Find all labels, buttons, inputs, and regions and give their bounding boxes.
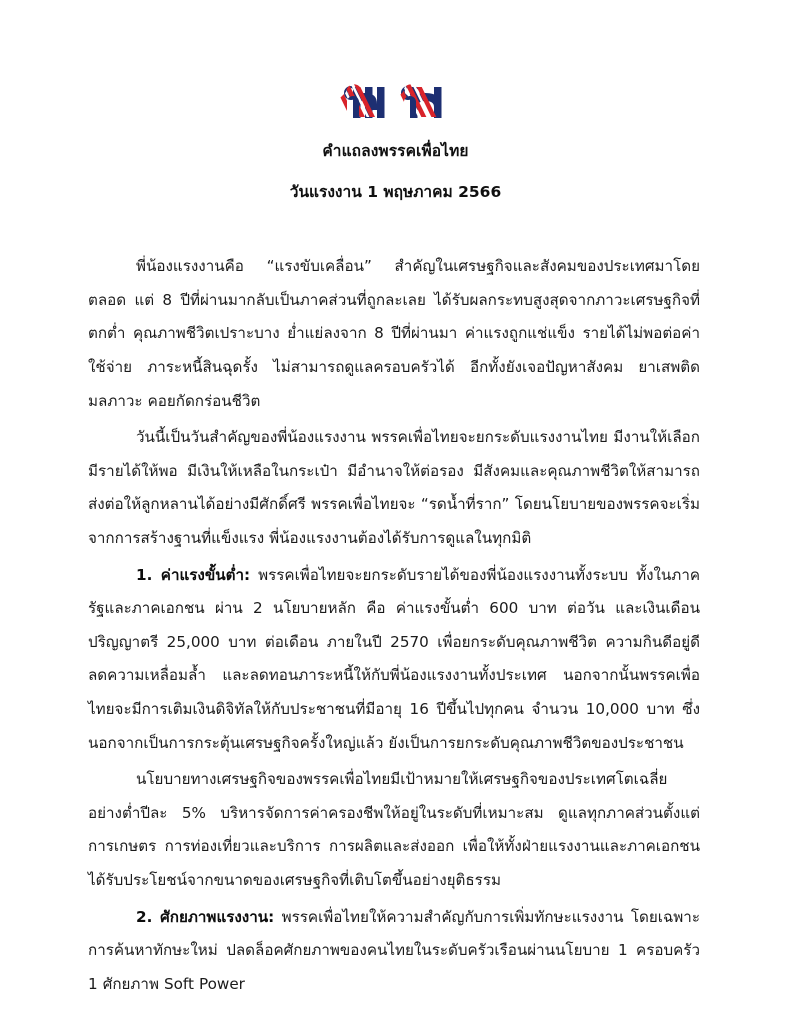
page-title: คำแถลงพรรคเพื่อไทย [322,142,469,160]
logo-letter-pho [336,74,390,130]
paragraph-3-minimum-wage [88,559,700,761]
paragraph-5-labor-potential [88,901,700,1002]
paragraph-1 [88,250,700,418]
pheu-thai-party-logo [336,74,456,130]
paragraph-5-text: พรรคเพื่อไทยให้ความสำคัญกับการเพิ่มทักษะแรงงาน โดยเฉพาะการค้นหาทักษะใหม่ ปลดล็อคศักยภาพของคนไทยในระดับครัวเรือนผ่านนโยบาย 1 ครอบครัว 1 ศักยภาพ Soft Power [88,907,700,993]
paragraph-5-heading: 2. ศักยภาพแรงงาน: [136,907,275,926]
paragraph-4-economic-policy [88,763,700,897]
paragraph-4-text: นโยบายทางเศรษฐกิจของพรรคเพื่อไทยมีเป้าหมายให้เศรษฐกิจของประเทศโตเฉลี่ยอย่างต่ำปีละ 5% บริหารจัดการค่าครองชีพให้อยู่ในระดับที่เหมาะสม ดูแลทุกภาคส่วนตั้งแต่ การเกษตร การท่องเที่ยวและบริการ การผลิตและส่งออก เพื่อให้ทั้งฝ่ายแรงงานและภาคเอกชนได้รับประโยชน์จากขนาดของเศรษฐกิจที่เติบโตขึ้นอย่างยุติธรรม [88,770,700,889]
paragraph-3-text: พรรคเพื่อไทยจะยกระดับรายได้ของพี่น้องแรงงานทั้งระบบ ทั้งในภาครัฐและภาคเอกชน ผ่าน 2 นโยบายหลัก คือ ค่าแรงขั้นต่ำ 600 บาท ต่อวัน และเงินเดือนปริญญาตรี 25,000 บาท ต่อเดือน ภายในปี 2570 เพื่อยกระดับคุณภาพชีวิต ความกินดีอยู่ดี ลดความเหลื่อมล้ำ และลดทอนภาระหนี้ให้กับพี่น้องแรงงานทั้งประเทศ นอกจากนั้นพรรคเพื่อไทยจะมีการเติมเงินดิจิทัลให้กับประชาชนที่มีอายุ 16 ปีขึ้นไปทุกคน จำนวน 10,000 บาท ซึ่งนอกจากเป็นการกระตุ้นเศรษฐกิจครั้งใหญ่แล้ว ยังเป็นการยกระดับคุณภาพชีวิตของประชาชน [88,565,701,752]
paragraph-3-heading: 1. ค่าแรงขั้นต่ำ: [136,565,251,584]
paragraph-2-text: วันนี้เป็นวันสำคัญของพี่น้องแรงงาน พรรคเพื่อไทยจะยกระดับแรงงานไทย มีงานให้เลือก มีรายได้ให้พอ มีเงินให้เหลือในกระเป๋า มีอำนาจให้ต่อรอง มีสังคมและคุณภาพชีวิตให้สามารถส่งต่อให้ลูกหลานได้อย่างมีศักดิ์ศรี พรรคเพื่อไทยจะ “รดน้ำที่ราก” โดยนโยบายของพรรคจะเริ่มจากการสร้างฐานที่แข็งแรง พี่น้องแรงงานต้องได้รับการดูแลในทุกมิติ [88,428,700,548]
document-date: วันแรงงาน 1 พฤษภาคม 2566 [289,183,502,202]
paragraph-1-text: พี่น้องแรงงานคือ “แรงขับเคลื่อน” สำคัญในเศรษฐกิจและสังคมของประเทศมาโดยตลอด แต่ 8 ปีที่ผ่านมากลับเป็นภาคส่วนที่ถูกละเลย ได้รับผลกระทบสูงสุดจากภาวะเศรษฐกิจที่ตกต่ำ คุณภาพชีวิตเปราะบาง ย่ำแย่ลงจาก 8 ปีที่ผ่านมา ค่าแรงถูกแช่แข็ง รายได้ไม่พอต่อค่าใช้จ่าย ภาระหนี้สินฉุดรั้ง ไม่สามารถดูแลครอบครัวได้ อีกทั้งยังเจอปัญหาสังคม ยาเสพติด มลภาวะ คอยกัดกร่อนชีวิต [88,257,700,410]
document-body [0,202,791,1001]
party-logo-icon [336,74,456,130]
logo-letter-tho [386,74,450,130]
document-header [0,0,791,202]
paragraph-2 [88,421,700,555]
